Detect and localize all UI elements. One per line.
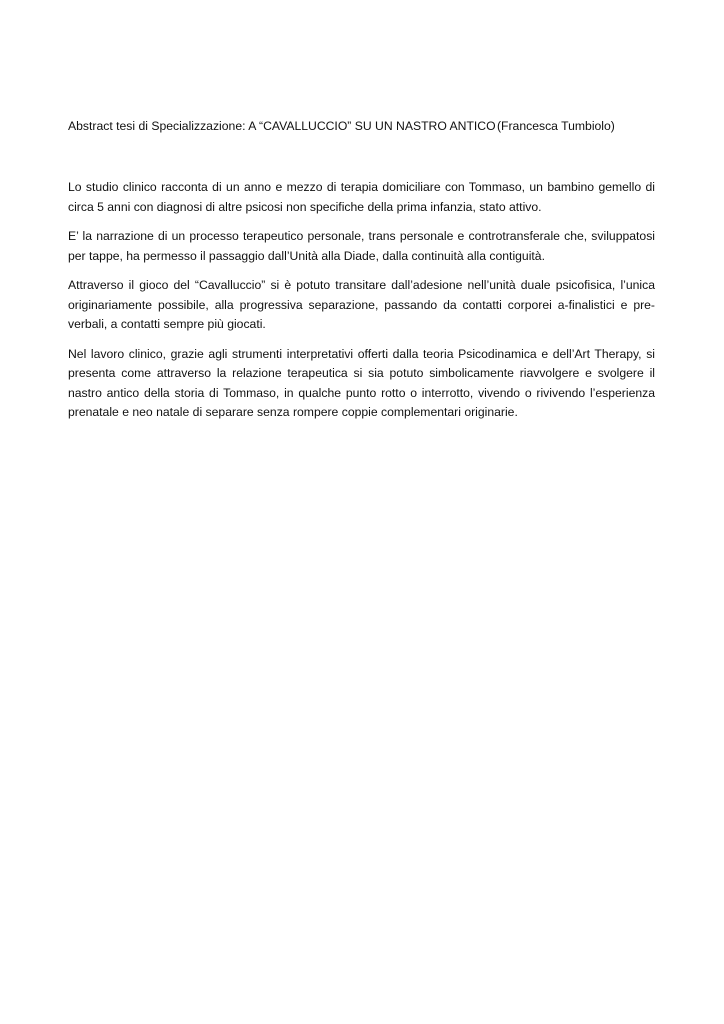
paragraph-1: Lo studio clinico racconta di un anno e mezzo di terapia domiciliare con Tommaso, un bambino gemello di circa 5 anni con diagnosi di altre psicosi non specifiche della prima infanzia, stato attivo. (68, 180, 655, 214)
paragraph-3: Attraverso il gioco del “Cavalluccio” si è potuto transitare dall’adesione nell’unità duale psicofisica, l’unica originariamente possibile, alla progressiva separazione, passando da contatti corporei a-finalistici e pre-verbali, a contatti sempre più giocati. (68, 278, 655, 331)
document-author: (Francesca Tumbiolo) (497, 119, 615, 133)
document-body (68, 178, 655, 433)
paragraph-2: E’ la narrazione di un processo terapeutico personale, trans personale e controtransferale che, sviluppatosi per tappe, ha permesso il passaggio dall’Unità alla Diade, dalla continuità alla contiguità. (68, 229, 655, 263)
document-title: Abstract tesi di Specializzazione: A “CAVALLUCCIO” SU UN NASTRO ANTICO (68, 119, 496, 133)
paragraph-4: Nel lavoro clinico, grazie agli strumenti interpretativi offerti dalla teoria Psicodinamica e dell’Art Therapy, si presenta come attraverso la relazione terapeutica si sia potuto simbolicamente riavvolgere e svolgere il nastro antico della storia di Tommaso, in qualche punto rotto o interrotto, vivendo o rivivendo l’esperienza prenatale e neo natale di separare senza rompere coppie complementari originarie. (68, 346, 655, 419)
